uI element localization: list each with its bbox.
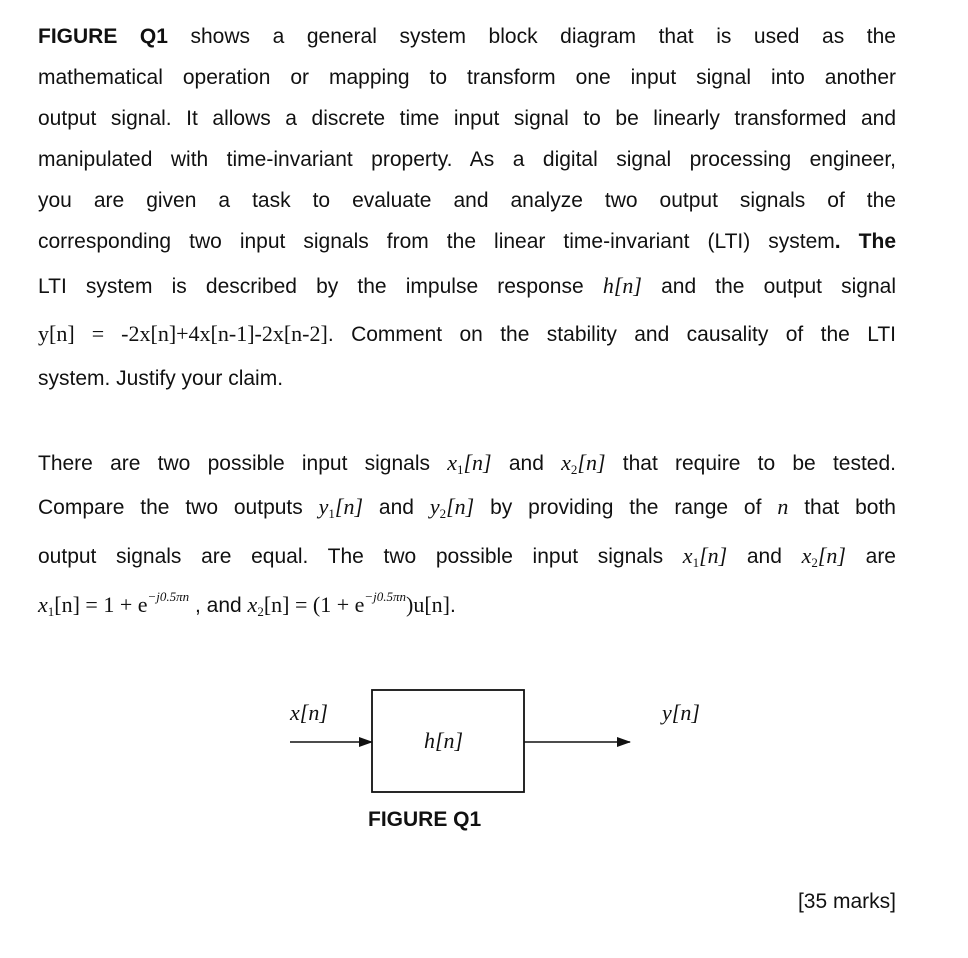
text: output signals are equal. The two possible input signals	[38, 545, 683, 568]
x1-symbol: x	[682, 543, 693, 568]
line	[38, 581, 896, 629]
figure-caption: FIGURE Q1	[368, 808, 482, 831]
impulse-response-symbol: h[n]	[602, 273, 642, 298]
subscript: 1	[457, 462, 464, 477]
subscript: 1	[692, 555, 700, 570]
y2-symbol: y	[429, 494, 440, 519]
line: system. Justify your claim.	[38, 367, 284, 390]
text: LTI system is described by the impulse response	[38, 275, 603, 298]
subscript: 2	[257, 604, 264, 619]
x2-equation-end: )u[n]	[406, 592, 451, 617]
text: by providing the range of	[474, 496, 778, 519]
figure-ref: FIGURE Q1	[38, 25, 168, 48]
block-label: h[n]	[424, 728, 464, 753]
text: that require to be tested.	[605, 452, 896, 475]
line	[38, 16, 896, 57]
line: you are given a task to evaluate and analyze two output signals of the	[38, 189, 896, 212]
line	[38, 483, 896, 531]
index: [n]	[699, 543, 728, 568]
text: . The	[834, 230, 896, 253]
index: [n]	[463, 450, 492, 475]
input-label: x[n]	[290, 700, 328, 725]
x2-symbol: x	[247, 592, 258, 617]
text: that both	[788, 496, 896, 519]
line	[38, 310, 896, 358]
text: , and	[189, 594, 248, 617]
x2-symbol: x	[561, 450, 571, 475]
subscript: 1	[47, 604, 55, 619]
index: [n]	[817, 543, 846, 568]
y1-symbol: y	[318, 494, 329, 519]
index: [n]	[446, 494, 475, 519]
question-paragraph-1	[38, 16, 896, 399]
x1-symbol: x	[38, 592, 48, 617]
n-symbol: n	[777, 494, 789, 519]
text: and the output signal	[641, 275, 897, 298]
output-equation: y[n] = -2x[n]+4x[n-1]-2x[n-2]	[38, 321, 328, 346]
subscript: 2	[439, 506, 447, 521]
text: . Comment on the stability and causality of the LTI	[327, 323, 896, 346]
line	[38, 442, 896, 483]
line	[38, 262, 896, 310]
subscript: 1	[328, 506, 335, 521]
index: [n]	[334, 494, 364, 519]
line: output signal. It allows a discrete time input signal to be linearly transformed and	[38, 107, 896, 130]
line: mathematical operation or mapping to transform one input signal into another	[38, 66, 896, 89]
subscript: 2	[811, 555, 818, 570]
text: shows a general system block diagram that is used as the	[167, 25, 896, 48]
line: manipulated with time-invariant property. As a digital signal processing engineer,	[38, 148, 896, 171]
text: There are two possible input signals	[38, 452, 448, 475]
x1-symbol: x	[447, 450, 457, 475]
subscript: 2	[570, 462, 578, 477]
text: are	[845, 545, 896, 568]
x2-symbol: x	[801, 543, 812, 568]
x2-equation: [n] = (1 + e	[263, 592, 365, 617]
text: corresponding two input signals from the linear time-invariant (LTI) system	[38, 230, 835, 253]
x1-equation: [n] = 1 + e	[54, 592, 148, 617]
output-label: y[n]	[662, 700, 700, 725]
line	[38, 221, 896, 262]
line	[38, 531, 896, 581]
exponent: −j0.5πn	[364, 589, 407, 604]
text: and	[491, 452, 562, 475]
question-paragraph-2	[38, 442, 896, 629]
text: and	[727, 545, 802, 568]
text: Compare the two outputs	[38, 496, 319, 519]
text: .	[450, 594, 456, 617]
marks-label: [35 marks]	[797, 890, 896, 913]
text: and	[363, 496, 430, 519]
index: [n]	[577, 450, 606, 475]
exponent: −j0.5πn	[147, 589, 190, 604]
